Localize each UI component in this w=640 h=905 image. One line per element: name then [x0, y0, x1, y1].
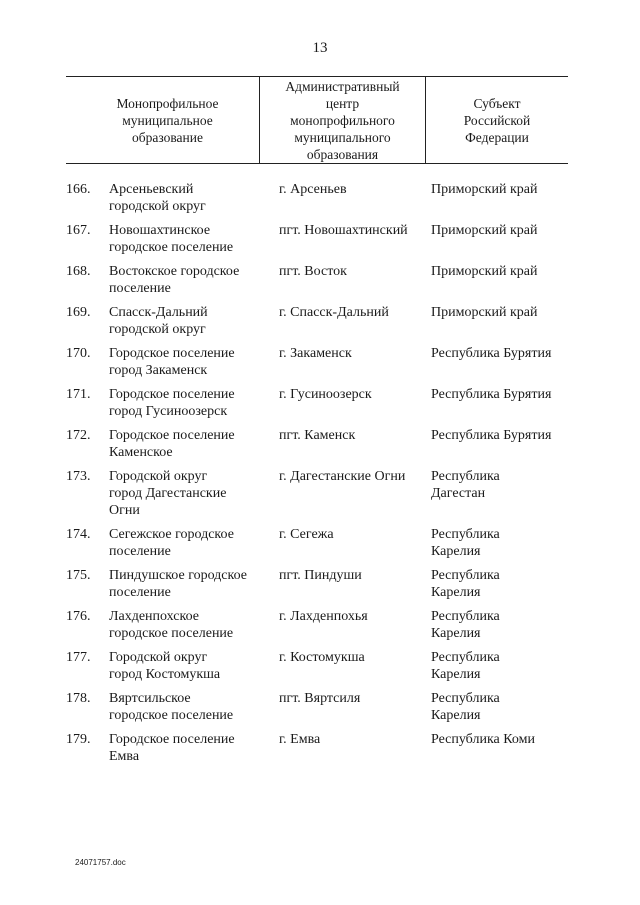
admin-center: г. Гусиноозерск — [279, 387, 372, 402]
table-row — [66, 526, 568, 567]
table-header — [66, 76, 568, 164]
federal-subject: Республика Бурятия — [431, 387, 552, 402]
page-number: 13 — [312, 40, 328, 56]
federal-subject: Республика Коми — [431, 732, 535, 747]
row-number: 176. — [66, 609, 91, 624]
row-number: 175. — [66, 568, 91, 583]
table-row — [66, 345, 568, 386]
municipality-name: Новошахтинское городское поселение — [109, 223, 234, 255]
table-row — [66, 181, 568, 222]
federal-subject: Республика Карелия — [431, 691, 500, 723]
municipality-name: Арсеньевский городской округ — [109, 182, 206, 214]
table-row — [66, 304, 568, 345]
admin-center: г. Емва — [279, 732, 321, 747]
row-number: 173. — [66, 469, 91, 484]
row-number: 170. — [66, 346, 91, 361]
row-number: 179. — [66, 732, 91, 747]
table-row — [66, 427, 568, 468]
admin-center: пгт. Новошахтинский — [279, 223, 408, 238]
federal-subject: Приморский край — [431, 182, 538, 197]
admin-center: пгт. Восток — [279, 264, 347, 279]
row-number: 174. — [66, 527, 91, 542]
municipality-name: Пиндушское городское поселение — [109, 568, 247, 600]
municipality-name: Городское поселение город Закаменск — [109, 346, 235, 378]
municipality-name: Городское поселение город Гусиноозерск — [109, 387, 235, 419]
municipality-name: Востокское городское поселение — [109, 264, 240, 296]
row-number: 172. — [66, 428, 91, 443]
table-row — [66, 608, 568, 649]
federal-subject: Республика Карелия — [431, 568, 500, 600]
row-number: 169. — [66, 305, 91, 320]
admin-center: пгт. Пиндуши — [279, 568, 362, 583]
header-federal-subject: Субъект Российской Федерации — [463, 95, 531, 145]
document-filename: 24071757.doc — [75, 858, 126, 867]
header-admin-center: Административный центр монопрофильного муниципального образования — [285, 78, 400, 162]
municipality-name: Городской округ город Костомукша — [109, 650, 221, 682]
table-row — [66, 731, 568, 772]
municipality-name: Сегежское городское поселение — [109, 527, 234, 559]
municipality-name: Лахденпохское городское поселение — [109, 609, 234, 641]
admin-center: г. Сегежа — [279, 527, 334, 542]
admin-center: г. Закаменск — [279, 346, 352, 361]
row-number: 178. — [66, 691, 91, 706]
row-number: 177. — [66, 650, 91, 665]
federal-subject: Республика Бурятия — [431, 428, 552, 443]
municipality-name: Городское поселение Емва — [109, 732, 235, 764]
federal-subject: Приморский край — [431, 223, 538, 238]
federal-subject: Республика Карелия — [431, 527, 500, 559]
admin-center: г. Спасск-Дальний — [279, 305, 389, 320]
table-row — [66, 649, 568, 690]
table-body — [66, 181, 568, 772]
row-number: 166. — [66, 182, 91, 197]
admin-center: пгт. Каменск — [279, 428, 356, 443]
table-row — [66, 386, 568, 427]
municipality-name: Городской округ город Дагестанские Огни — [109, 469, 227, 518]
admin-center: пгт. Вяртсиля — [279, 691, 361, 706]
federal-subject: Республика Бурятия — [431, 346, 552, 361]
header-municipality: Монопрофильное муниципальное образование — [116, 95, 219, 145]
table-row — [66, 468, 568, 526]
admin-center: г. Лахденпохья — [279, 609, 368, 624]
table-row — [66, 222, 568, 263]
row-number: 167. — [66, 223, 91, 238]
federal-subject: Приморский край — [431, 264, 538, 279]
row-number: 171. — [66, 387, 91, 402]
table-row — [66, 690, 568, 731]
table-row — [66, 263, 568, 304]
municipality-name: Вяртсильское городское поселение — [109, 691, 234, 723]
municipality-name: Спасск-Дальний городской округ — [109, 305, 208, 337]
admin-center: г. Костомукша — [279, 650, 365, 665]
admin-center: г. Арсеньев — [279, 182, 347, 197]
federal-subject: Республика Дагестан — [431, 469, 500, 501]
admin-center: г. Дагестанские Огни — [279, 469, 406, 484]
federal-subject: Республика Карелия — [431, 609, 500, 641]
federal-subject: Приморский край — [431, 305, 538, 320]
row-number: 168. — [66, 264, 91, 279]
table-row — [66, 567, 568, 608]
municipality-name: Городское поселение Каменское — [109, 428, 235, 460]
federal-subject: Республика Карелия — [431, 650, 500, 682]
